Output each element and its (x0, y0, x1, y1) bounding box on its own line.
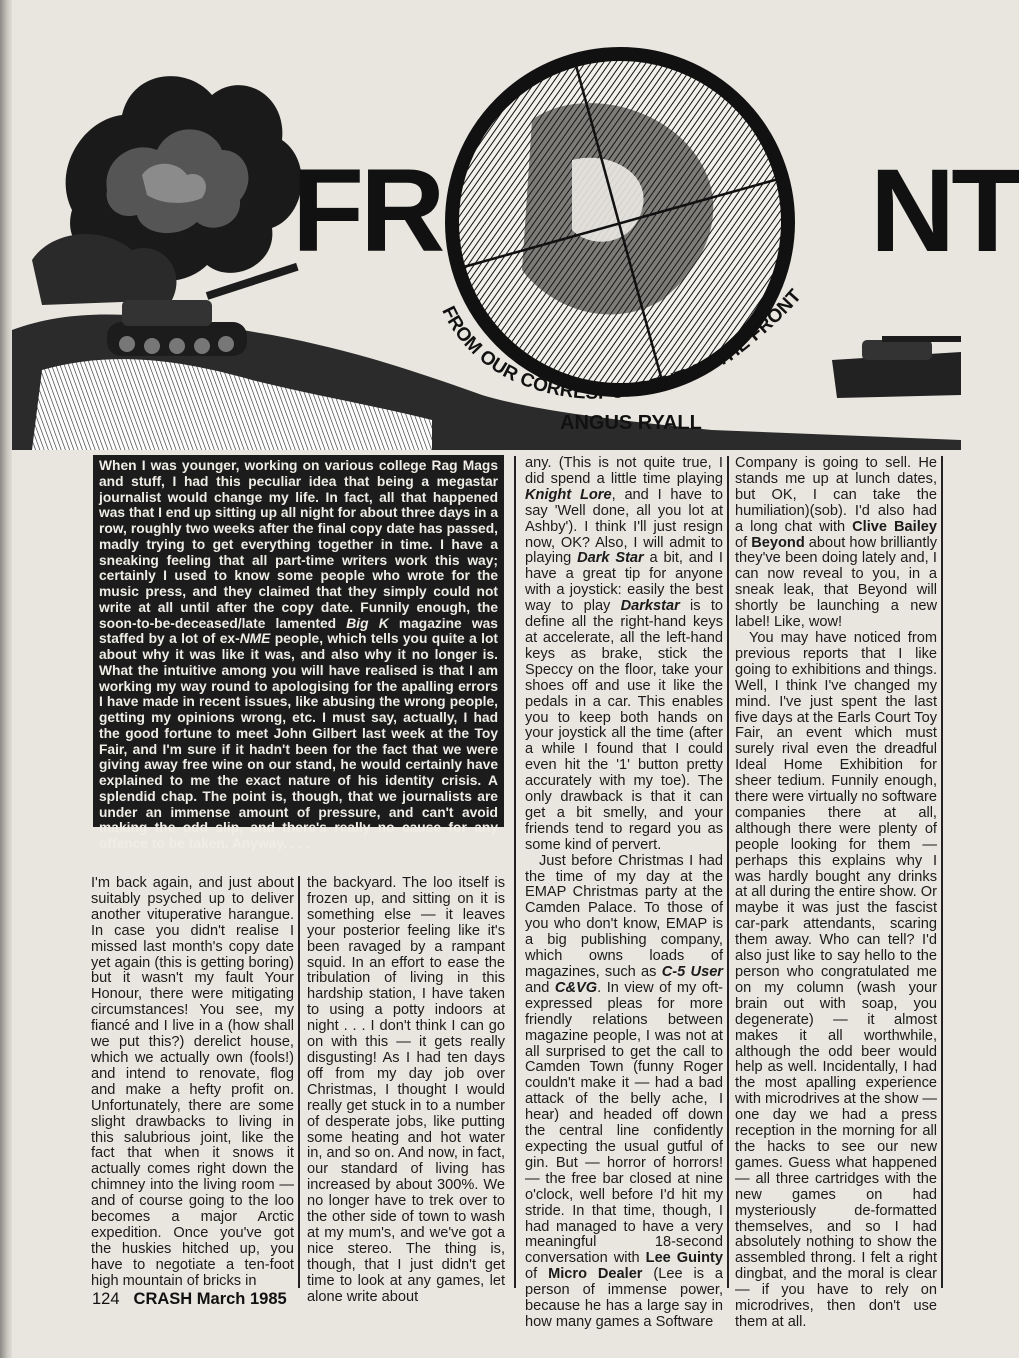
tank-right-icon (832, 336, 961, 398)
page-footer (92, 1290, 287, 1309)
column-header (12, 0, 1019, 450)
column-subtitle: FROM OUR CORRESPONDENT AT THE FRONT (437, 285, 806, 404)
article-column-3 (525, 456, 723, 1331)
paragraph: the backyard. The loo itself is frozen up, and sitting on it is something else — it leaves your posterior feeling like it's been ravaged by a rampant squid. In an effort to ease the tribulation of living in this hardship station, I have taken to using a potty indoors at night . . . I don't think I can go on with this — it gets really disgusting! As I had ten days off from my day job over Christmas, I thought I would really get stuck in to a number of desperate jobs, like putting some heating and hot water in, and so on. And now, in fact, our standard of living has increased by about 300%. We no longer have to trek over to the other side of town to wash at my mum's, and we've got a nice stereo. The thing is, though, that I just didn't get time to look at any games, let alone write about (307, 875, 505, 1305)
paragraph: Company is going to sell. He stands me up at lunch dates, but OK, I can take the humiliation)(sob). I'd also had a long chat with Clive Bailey of Beyond about how brilliantly they've been doing lately and, I can now reveal to you, in a sneak leak, that Beyond will shortly be launching a new label! Like, wow! (735, 455, 937, 631)
intro-panel: When I was younger, working on various college Rag Mags and stuff, I had this peculiar idea that being a megastar journalist would change my life. In fact, all that happened was that I end up sitting up all night for about three days in a row, roughly two weeks after the final copy date has passed, madly trying to get everything together in time. I have a sneaking feeling that all part-time writers work this way; certainly I used to know some people who wrote for the music press, and they claimed that they simply could not write at all until after the copy date. Funnily enough, the soon-to-be-deceased/late lamented Big K magazine was staffed by a lot of ex-NME people, which tells you quite a lot about why it was like it was, and also why it no longer is. What the intuitive among you will have realised is that I am working my way round to apologising for the apalling errors I have made in recent issues, like abusing the wrong people, getting my opinions wrong, etc. I must say, actually, I had the good fortune to meet John Gilbert last week at the Toy Fair, and I'm sure if it hadn't been for the fact that we were giving away free wine on our stand, he would certainly have explained to me the exact nature of his identity crisis. A splendid chap. The point is, though, that we journalists are under an immense amount of pressure, and can't avoid making the odd slip, and there's really no cause for any offence to be taken. Anyway. . . . (93, 455, 504, 827)
article-column-2 (307, 876, 505, 1305)
war-scene-illustration (12, 0, 961, 450)
page-number: 124 (92, 1290, 120, 1308)
smoke-cloud (32, 76, 302, 305)
article-column-4 (735, 456, 937, 1331)
column-rule (514, 456, 516, 1288)
title-part-right: NT (870, 145, 1019, 277)
paragraph: I'm back again, and just about suitably psyched up to deliver another vituperative harangue. In case you didn't realise I missed last month's copy date yet again (this is getting boring) but it wasn't my fault Your Honour, there were mitigating circumstances! You see, my fiancé and I live in a (how shall we put this?) derelict house, which we actually own (fools!) and intend to renovate, flog and make a hefty profit on. Unfortunately, there are some slight drawbacks to living in this salubrious joint, like the fact that when it snows it actually comes right down the chimney into the living room — and of course going to the loo becomes a major Arctic expedition. Once you've got the huskies hitched up, you have to negotiate a ten-foot high mountain of bricks in (91, 875, 294, 1289)
column-rule (727, 456, 729, 1288)
paragraph: You may have noticed from previous reports that I like going to exhibitions and things. Well, I think I've changed my mind. I've just spent the last five days at the Earls Court Toy Fair, an event which must surely rival even the dreadful Ideal Home Exhibition for sheer tedium. Funnily enough, there were virtually no software companies there at all, although there were plenty of people looking for them — perhaps this explains why I was hardly bought any drinks at all during the entire show. Or maybe it was just the fascist car-park attendants, scaring them away. Who can tell? I'd also just like to say hello to the person who congratulated me on my column (wash your brain out with soap, you degenerate) — it almost makes it all worthwhile, although the odd beer would help as well. Incidentally, I had the most apalling experience with microdrives at the show — one day we had a press reception in the morning for all the hacks to see our new games. Guess what happened — all three cartridges with the new games on had mysteriously de-formatted themselves, and so I had absolutely nothing to show the assembled throng. I felt a right dingbat, and the moral is clear — if you have to rely on microdrives, then don't use them at all. (735, 629, 937, 1330)
title-part-left: FR (292, 145, 442, 277)
column-rule (298, 876, 300, 1288)
paragraph: Just before Christmas I had the time of my day at the EMAP Christmas party at the Camden Palace. To those of you who don't know, EMAP is a big publishing company, which owns loads of magazines, such as C-5 User and C&VG. In view of my oft-expressed pleas for more friendly relations between magazine people, I was not at all surprised to get the call to Camden Town (funny Roger couldn't make it — had a bad attack of the belly ache, I hear) and headed off down the central line confidently expecting the usual gutful of gin. But — horror of horrors! — the free bar closed at nine o'clock, well before I'd hit my stride. In that time, though, I had managed to have a very meaningful 18-second conversation with Lee Guinty of Micro Dealer (Lee is a person of immense power, because he has a large say in how many games a Software (525, 852, 724, 1330)
article-column-1 (91, 876, 294, 1290)
magazine-issue: CRASH March 1985 (133, 1290, 287, 1308)
paragraph: any. (This is not quite true, I did spend a little time playing Knight Lore, and I have to say 'Well done, all you lot at Ashby'). I think I'll just resign now, OK? Also, I will admit to playing Dark Star a bit, and I have a great tip for anyone with a joystick: easily the best way to play Darkstar is to define all the right-hand keys at accelerate, all the left-hand keys as brake, stick the Speccy on the floor, take your shoes off and use it like the pedals in a car. This enables you to keep both hands on your joystick all the time (after a while I found that I could even hit the '1' button pretty accurately with my toe). The only drawback is that it can get a bit smelly, and your friends tend to regard you as some kind of pervert. (525, 455, 723, 853)
column-rule (941, 456, 943, 1288)
author-byline: ANGUS RYALL (560, 412, 702, 434)
page-spine-shadow (0, 0, 12, 1358)
